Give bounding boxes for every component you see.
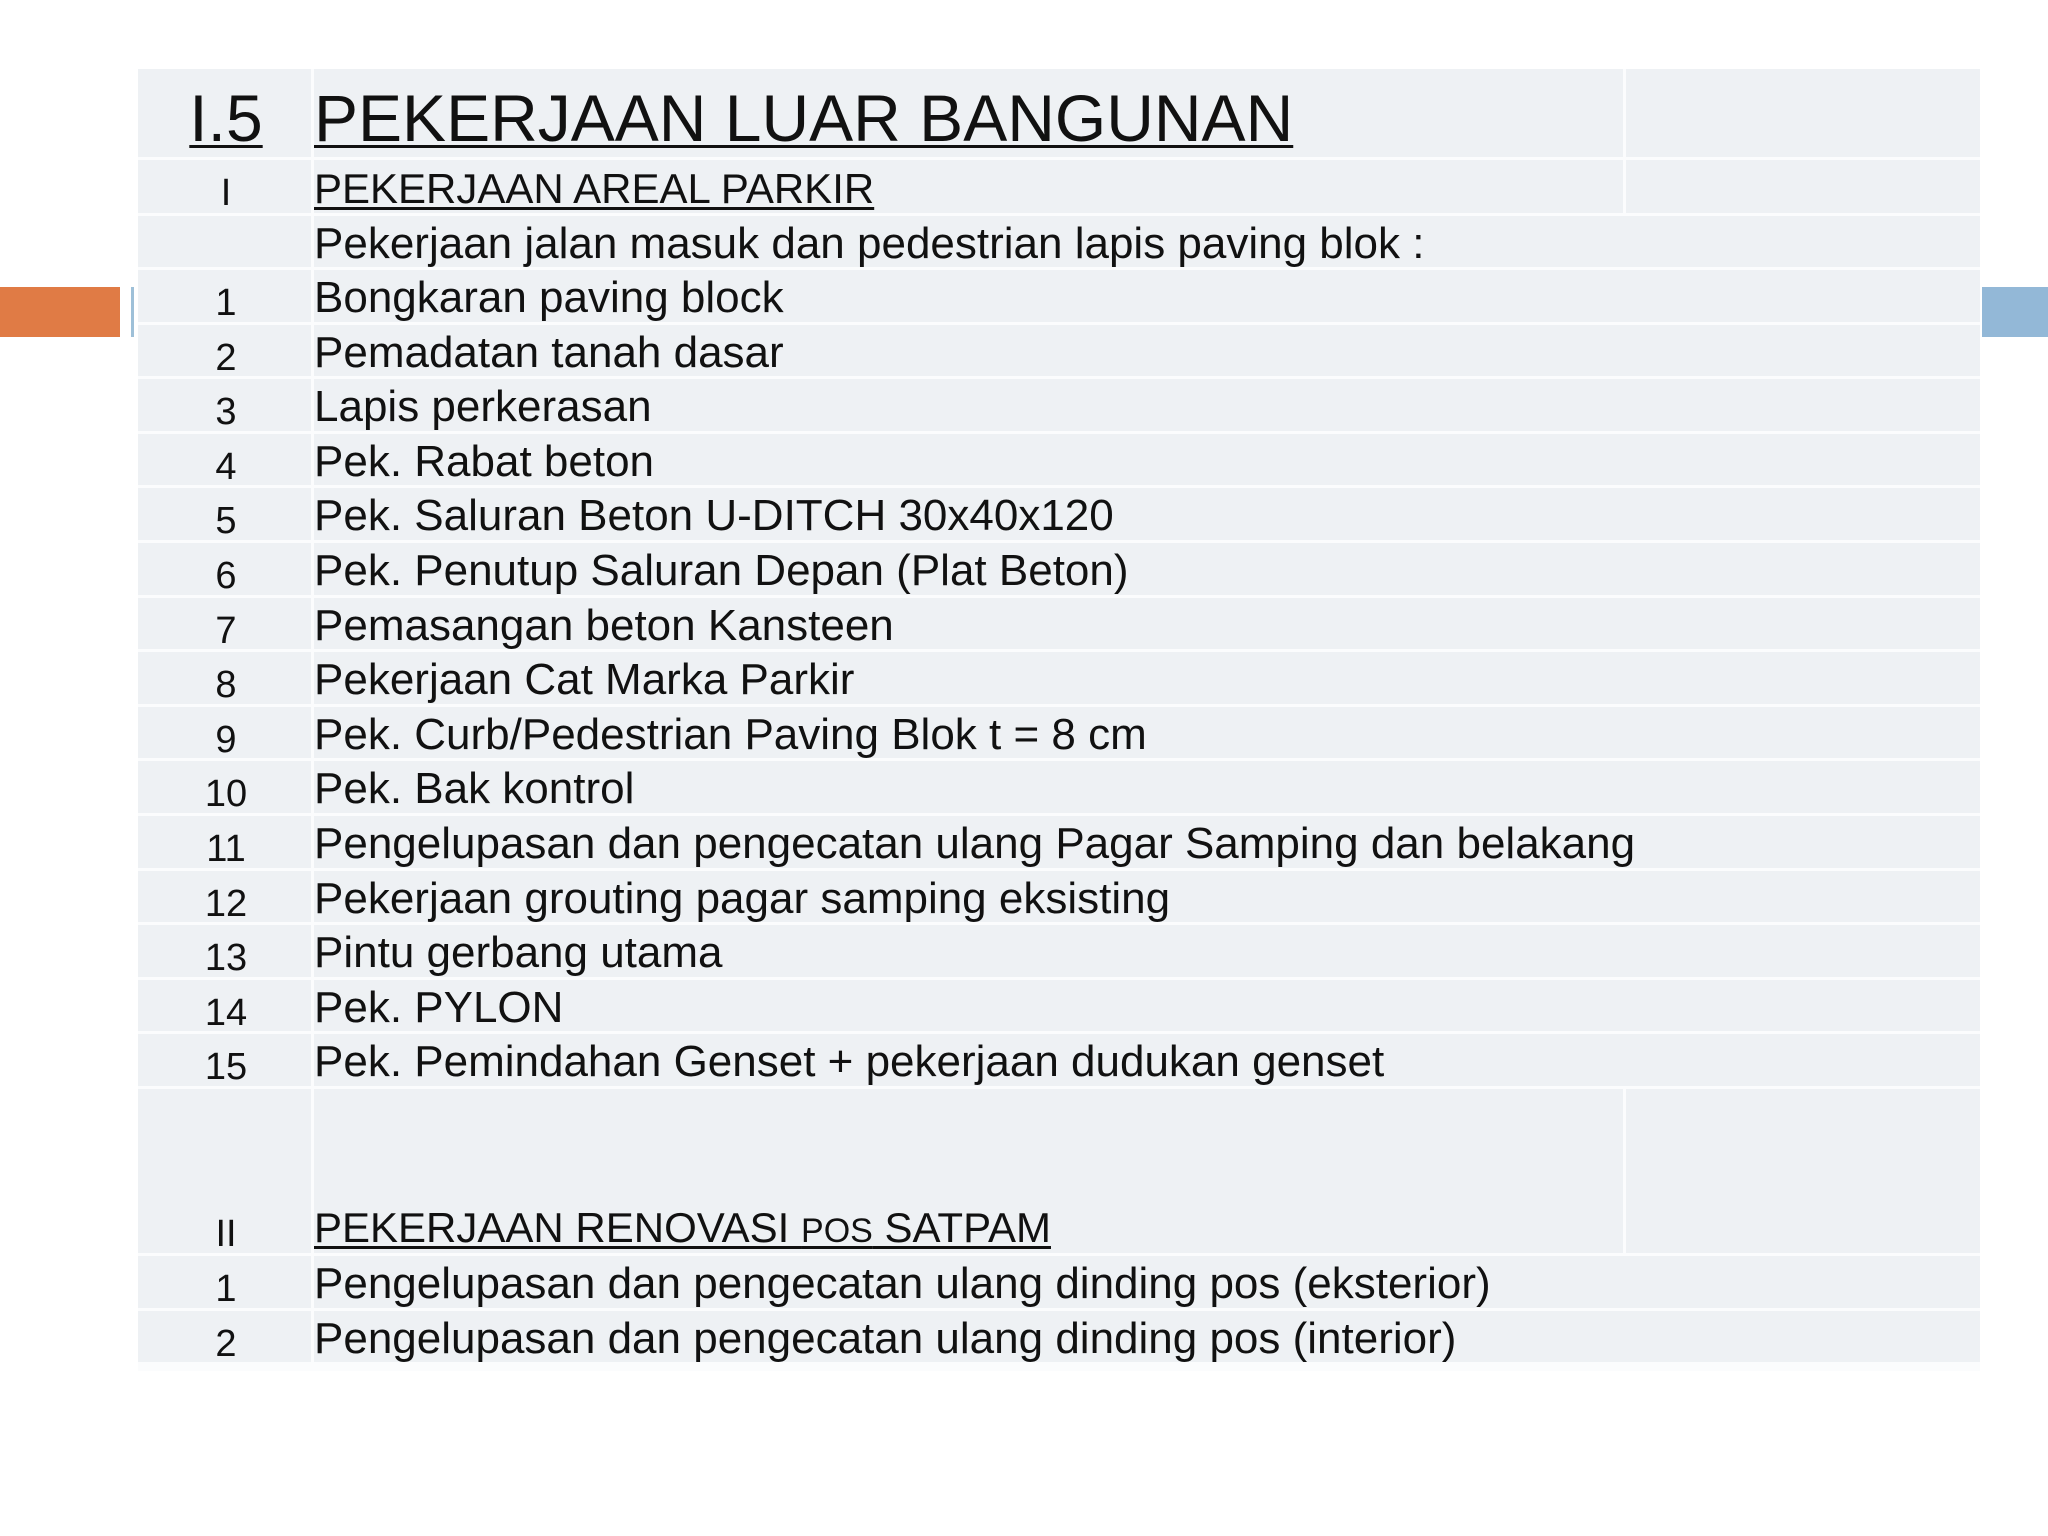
item-number: 5 [215, 500, 237, 543]
item-description: Pek. Curb/Pedestrian Paving Blok t = 8 cm [314, 709, 1147, 759]
section-2-number: II [215, 1213, 237, 1255]
item-number: 1 [215, 282, 237, 324]
item-number: 13 [204, 937, 248, 980]
item-number: 6 [215, 555, 237, 597]
section-1-number: I [220, 172, 232, 214]
item-number: 9 [215, 718, 237, 761]
item-number: 14 [204, 991, 248, 1034]
item-number: 12 [204, 882, 248, 925]
section-2-title-smallcaps: POS [801, 1212, 873, 1250]
section-2-title-part: SATPAM [872, 1204, 1051, 1251]
section-1-extra-cell [1626, 160, 1980, 213]
item-description: Pek. Saluran Beton U-DITCH 30x40x120 [314, 491, 1114, 541]
item-description: Pek. Rabat beton [314, 436, 655, 486]
item-description: Pek. Bak kontrol [314, 764, 635, 814]
item-number: 15 [204, 1046, 248, 1089]
item-number: 1 [215, 1268, 237, 1310]
section-number: I.5 [189, 81, 263, 155]
item-description: Pintu gerbang utama [314, 928, 723, 978]
accent-bar-left [0, 287, 120, 337]
accent-bar-right [1982, 287, 2048, 337]
section-1-intro: Pekerjaan jalan masuk dan pedestrian lapis paving blok : [314, 219, 1425, 268]
item-description: Pengelupasan dan pengecatan ulang Pagar Samping dan belakang [314, 819, 1636, 868]
section-2-title-part: PEKERJAAN RENOVASI [314, 1204, 802, 1251]
item-number: 4 [215, 445, 237, 488]
item-description: Pengelupasan dan pengecatan ulang dinding pos (eksterior) [314, 1259, 1491, 1308]
page-title: PEKERJAAN LUAR BANGUNAN [314, 81, 1294, 155]
item-description: Pengelupasan dan pengecatan ulang dinding pos (interior) [314, 1313, 1457, 1363]
item-number: 8 [215, 664, 237, 707]
item-number: 10 [204, 773, 248, 816]
item-number: 2 [215, 336, 237, 379]
item-description: Bongkaran paving block [314, 273, 784, 322]
item-number: 3 [215, 391, 237, 434]
item-description: Pek. Pemindahan Genset + pekerjaan dudukan genset [314, 1037, 1385, 1087]
header-extra-cell [1626, 69, 1980, 157]
item-description: Pemasangan beton Kansteen [314, 600, 894, 650]
work-items-table [138, 69, 1980, 1371]
item-description: Pek. Penutup Saluran Depan (Plat Beton) [314, 546, 1129, 595]
section-2-title [314, 1204, 1051, 1251]
accent-separator [131, 287, 134, 337]
item-number: 11 [206, 828, 246, 870]
item-text-cell [314, 980, 1980, 1032]
item-description: Pemadatan tanah dasar [314, 327, 784, 377]
item-number: 2 [215, 1322, 237, 1365]
item-number: 7 [215, 609, 237, 652]
intro-number-cell [138, 216, 311, 267]
item-description: Pekerjaan grouting pagar samping eksisting [314, 873, 1171, 923]
section-2-extra-cell [1626, 1089, 1980, 1253]
item-description: Lapis perkerasan [314, 382, 652, 432]
section-1-title: PEKERJAAN AREAL PARKIR [314, 165, 875, 212]
item-description: Pekerjaan Cat Marka Parkir [314, 655, 855, 705]
item-description: Pek. PYLON [314, 982, 564, 1032]
